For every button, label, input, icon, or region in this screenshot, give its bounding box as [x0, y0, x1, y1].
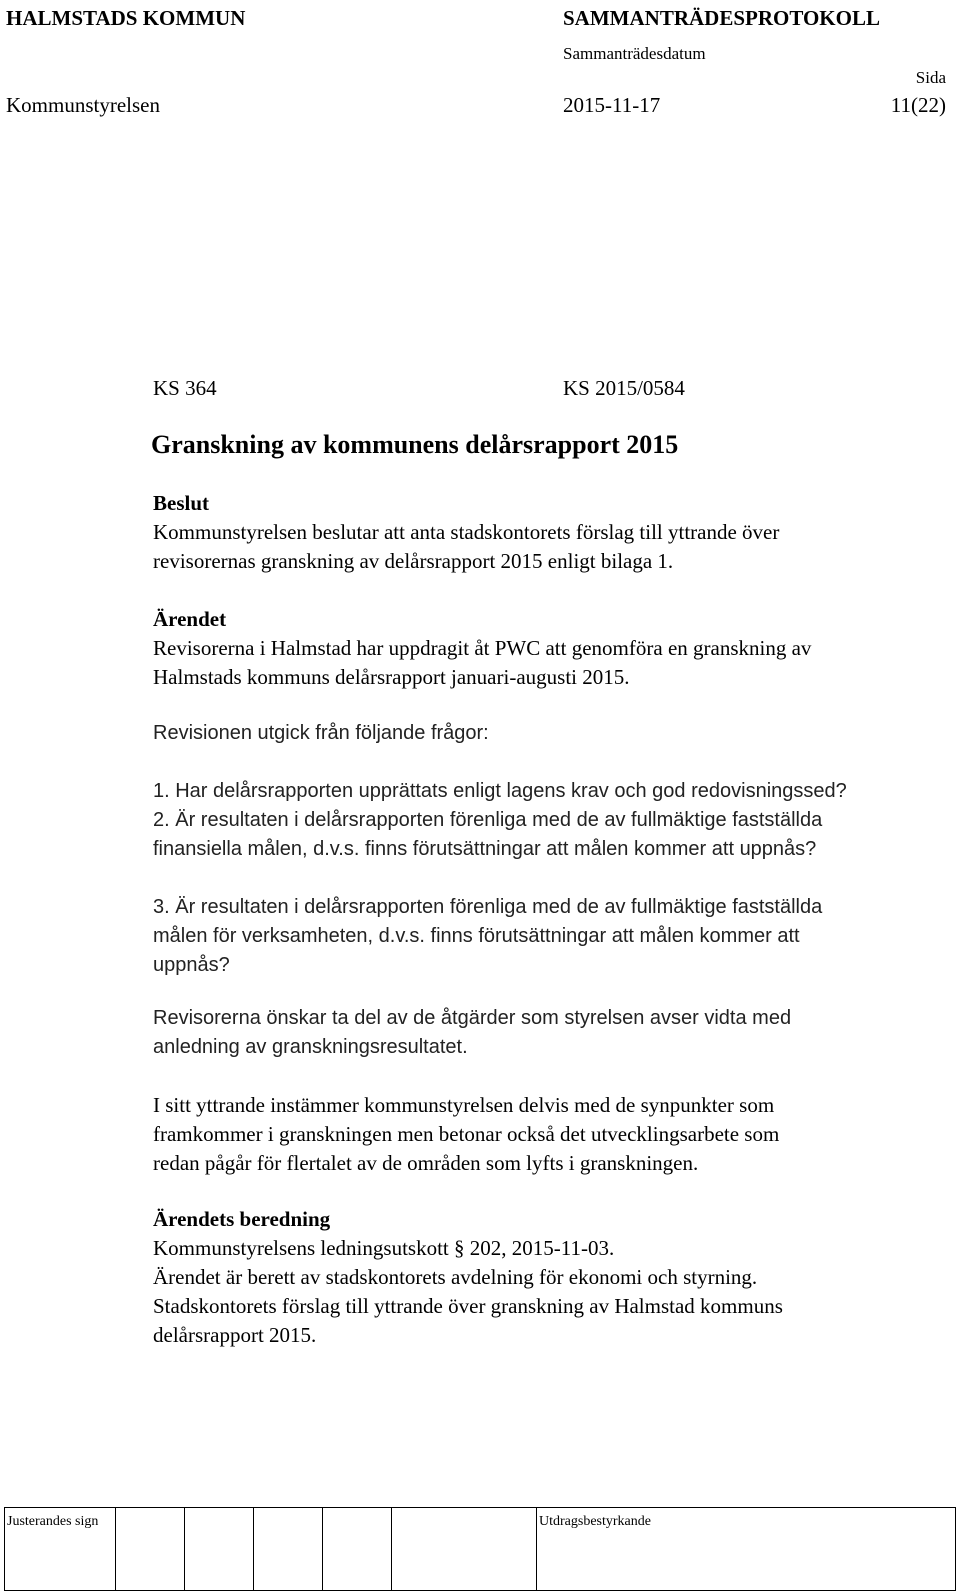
paragraph-line: Revisorerna önskar ta del av de åtgärder som styrelsen avser vidta med [153, 1007, 792, 1029]
justerandes-sign-cell [5, 1508, 116, 1591]
question-item: 2. Är resultaten i delårsrapporten förenliga med de av fullmäktige fastställda [153, 809, 823, 831]
utdragsbestyrkande-label: Utdragsbestyrkande [539, 1514, 651, 1529]
page-title: Granskning av kommunens delårsrapport 2015 [151, 430, 679, 459]
paragraph-line: framkommer i granskningen men betonar också det utvecklingsarbete som [153, 1122, 780, 1146]
utdragsbestyrkande-cell [537, 1508, 956, 1591]
beslut-section [153, 489, 943, 576]
paragraph-yttrande [153, 1091, 943, 1178]
arendet-line: Revisorerna i Halmstad har uppdragit åt PWC att genomföra en granskning av [153, 636, 812, 660]
question-item: 3. Är resultaten i delårsrapporten förenliga med de av fullmäktige fastställda [153, 896, 823, 918]
paragraph-line: I sitt yttrande instämmer kommunstyrelsen delvis med de synpunkter som [153, 1093, 775, 1117]
paragraph-revisorerna [153, 1004, 943, 1062]
paragraph-line: anledning av granskningsresultatet. [153, 1036, 468, 1058]
page-label: Sida [915, 68, 946, 87]
meeting-date: 2015-11-17 [563, 93, 661, 117]
beredning-heading: Ärendets beredning [153, 1207, 331, 1231]
signature-cell [323, 1508, 392, 1591]
ks-number: KS 364 [153, 376, 217, 400]
beredning-line: delårsrapport 2015. [153, 1323, 317, 1347]
question-item-cont: finansiella målen, d.v.s. finns förutsättningar att målen kommer att uppnås? [153, 838, 817, 860]
document-type: SAMMANTRÄDESPROTOKOLL [563, 6, 880, 30]
beslut-line: revisorernas granskning av delårsrapport 2015 enligt bilaga 1. [153, 549, 674, 573]
page-number: 11(22) [890, 93, 946, 117]
beslut-line: Kommunstyrelsen beslutar att anta stadskontorets förslag till yttrande över [153, 520, 780, 544]
paragraph-line: redan pågår för flertalet av de områden som lyfts i granskningen. [153, 1151, 699, 1175]
arendet-section [153, 605, 943, 692]
question-item-cont: uppnås? [153, 954, 230, 976]
org-name: HALMSTADS KOMMUN [6, 6, 246, 30]
question-item: 1. Har delårsrapporten upprättats enligt lagens krav och god redovisningssed? [153, 780, 847, 802]
signature-table [4, 1507, 956, 1591]
justerandes-sign-label: Justerandes sign [7, 1514, 99, 1529]
arendet-heading: Ärendet [153, 607, 227, 631]
beslut-heading: Beslut [153, 491, 210, 515]
arendet-line: Halmstads kommuns delårsrapport januari-augusti 2015. [153, 665, 630, 689]
case-reference: KS 2015/0584 [563, 376, 685, 400]
questions-section [153, 719, 943, 980]
beredning-line: Stadskontorets förslag till yttrande över granskning av Halmstad kommuns [153, 1294, 783, 1318]
beredning-section [153, 1205, 943, 1350]
signature-cell [392, 1508, 537, 1591]
date-label: Sammanträdesdatum [563, 44, 706, 63]
beredning-line: Ärendet är berett av stadskontorets avdelning för ekonomi och styrning. [153, 1265, 758, 1289]
signature-cell [254, 1508, 323, 1591]
signature-cell [185, 1508, 254, 1591]
committee-name: Kommunstyrelsen [6, 93, 160, 117]
questions-intro: Revisionen utgick från följande frågor: [153, 722, 489, 744]
question-item-cont: målen för verksamheten, d.v.s. finns förutsättningar att målen kommer att [153, 925, 800, 947]
signature-cell [116, 1508, 185, 1591]
beredning-line: Kommunstyrelsens ledningsutskott § 202, 2015-11-03. [153, 1236, 615, 1260]
